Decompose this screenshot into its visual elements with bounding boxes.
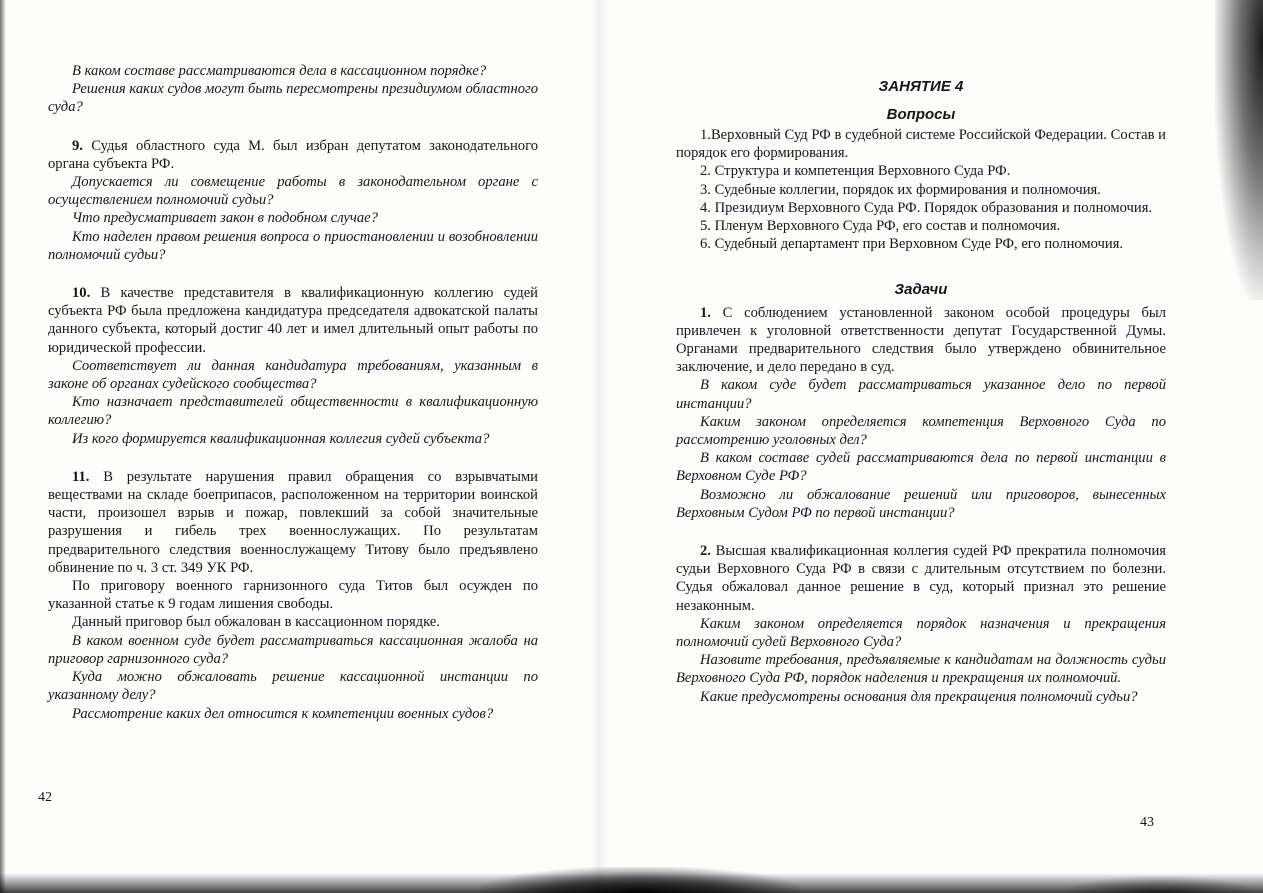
task-number: 9. [72, 137, 83, 154]
right-page-text [676, 126, 1166, 706]
question: Допускается ли совмещение работы в законодательном органе с осуществлением полномочий судьи? [48, 174, 538, 209]
task-number: 10. [72, 285, 91, 302]
question-item: 3. Судебные коллегии, порядок их формирования и полномочия. [700, 181, 1101, 198]
question: В каком составе рассматриваются дела в кассационном порядке? [72, 63, 487, 79]
task-10 [48, 284, 538, 357]
tasks-heading: Задачи [894, 281, 948, 299]
task-9 [48, 137, 538, 173]
question: Решения каких судов могут быть пересмотрены президиумом областного суда? [48, 81, 538, 116]
task-number: 2. [700, 543, 711, 560]
task-text: Судья областного суда М. был избран депутатом законодательного органа субъекта РФ. [48, 137, 538, 172]
task-number: 11. [72, 468, 90, 485]
left-page [0, 0, 600, 893]
left-page-text [48, 62, 538, 723]
right-page [600, 0, 1263, 893]
question: Рассмотрение каких дел относится к компетенции военных судов? [72, 705, 494, 722]
question: Назовите требования, предъявляемые к кандидатам на должность судьи Верховного Суда РФ, порядок наделения и прекращения их полномочий. [676, 652, 1166, 687]
task-text: В качестве представителя в квалификационную коллегию судей субъекта РФ была предложена кандидатура председателя адвокатской палаты данного субъекта, который достиг 40 лет и имел длительный опыт работы по юридической профессии. [48, 285, 538, 356]
task-number: 1. [700, 304, 711, 321]
question: В каком составе судей рассматриваются дела по первой инстанции в Верховном Суде РФ? [676, 450, 1166, 485]
paragraph: Данный приговор был обжалован в кассационном порядке. [72, 614, 440, 631]
question: Из кого формируется квалификационная коллегия судей субъекта? [72, 430, 490, 447]
question-item: 6. Судебный департамент при Верховном Суде РФ, его полномочия. [700, 236, 1124, 253]
question-item: 2. Структура и компетенция Верховного Суда РФ. [700, 163, 1011, 180]
question: Кто назначает представителей общественности в квалификационную коллегию? [48, 394, 538, 429]
paragraph: По приговору военного гарнизонного суда Титов был осужден по указанной статье к 9 годам лишения свободы. [48, 578, 538, 613]
question: В каком военном суде будет рассматриваться кассационная жалоба на приговор гарнизонного суда? [48, 632, 538, 667]
question-item: 1.Верховный Суд РФ в судебной системе Российской Федерации. Состав и порядок его формирования. [676, 127, 1166, 162]
questions-heading: Вопросы [886, 106, 956, 123]
question: Каким законом определяется компетенция Верховного Суда по рассмотрению уголовных дел? [676, 413, 1166, 449]
question: Кто наделен правом решения вопроса о приостановлении и возобновлении полномочий судьи? [48, 228, 538, 263]
task-text: В результате нарушения правил обращения со взрывчатыми веществами на складе боеприпасов, расположенном на территории воинской части, произошел взрыв и пожар, повлекший за собой значительные разрушения и гибель трех военнослужащих. По результатам предварительного следствия военнослужащему Титову было предъявлено обвинение по ч. 3 ст. 349 УК РФ. [48, 468, 538, 576]
task-text: С соблюдением установленной законом особой процедуры был привлечен к уголовной ответственности депутат Государственной Думы. Органами предварительного следствия было утверждено обвинительное заключение, и дело передано в суд. [676, 304, 1166, 376]
question: Соответствует ли данная кандидатура требованиям, указанным в законе об органах судейского сообщества? [48, 357, 538, 393]
question-item: 4. Президиум Верховного Суда РФ. Порядок образования и полномочия. [700, 199, 1153, 216]
question-item: 5. Пленум Верховного Суда РФ, его состав и полномочия. [700, 218, 1061, 235]
session-title: ЗАНЯТИЕ 4 [878, 78, 964, 95]
task-text: Высшая квалификационная коллегия судей РФ прекратила полномочия судьи Верховного Суда РФ в связи с длительным отсутствием по болезни. Судья обжаловал данное решение в суд, который признал это решение незаконным. [676, 543, 1166, 614]
question: Возможно ли обжалование решений или приговоров, вынесенных Верховным Судом РФ по первой инстанции? [676, 486, 1166, 521]
question: Куда можно обжаловать решение кассационной инстанции по указанному делу? [48, 669, 538, 704]
task-2 [676, 542, 1166, 615]
page-number: 42 [38, 790, 52, 805]
question: Каким законом определяется порядок назначения и прекращения полномочий судей Верховного Суда? [676, 615, 1166, 651]
question: В каком суде будет рассматриваться указанное дело по первой инстанции? [676, 377, 1166, 412]
question: Какие предусмотрены основания для прекращения полномочий судьи? [700, 688, 1138, 705]
question: Что предусматривает закон в подобном случае? [72, 210, 378, 227]
task-11 [48, 468, 538, 577]
page-number: 43 [1140, 815, 1154, 830]
task-1 [676, 304, 1166, 377]
